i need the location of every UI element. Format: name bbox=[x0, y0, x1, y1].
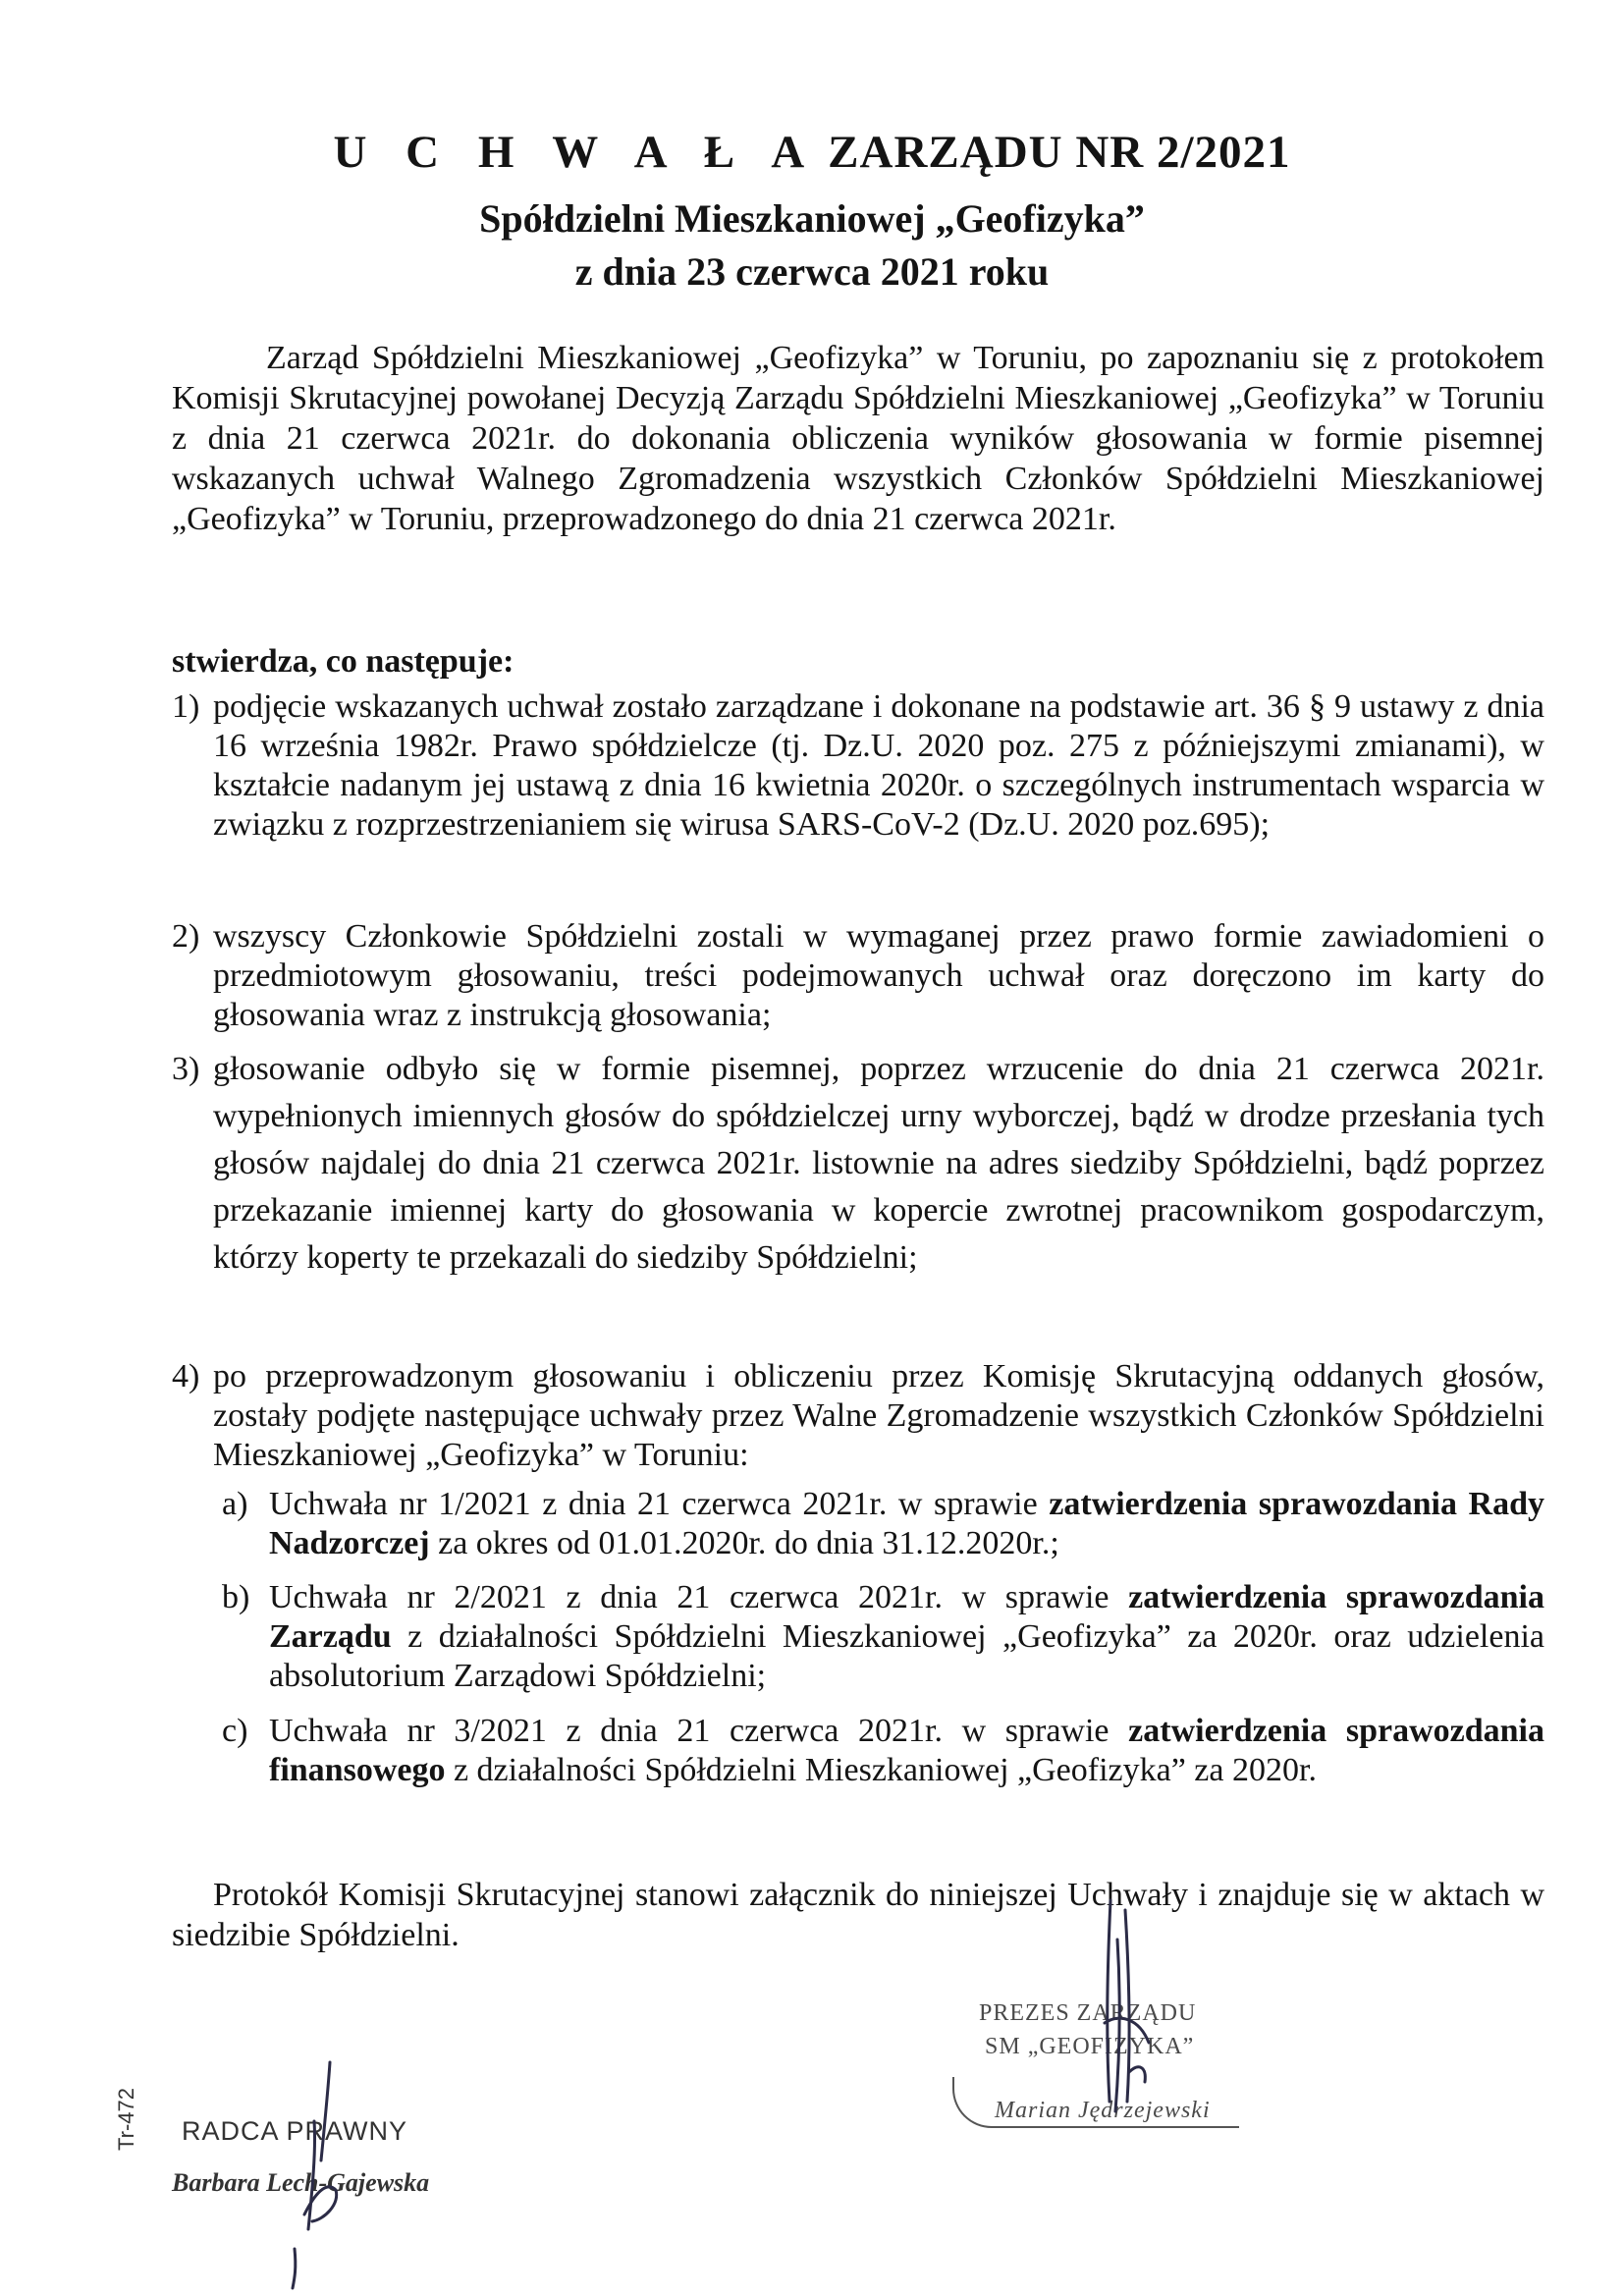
sub-item bbox=[222, 1712, 1544, 1790]
sub-item-pre: Uchwała nr 3/2021 z dnia 21 czerwca 2021r. w sprawie bbox=[269, 1713, 1129, 1749]
sub-item-post: z działalności Spółdzielni Mieszkaniowej „Geofizyka” za 2020r. oraz udzielenia absolutorium Zarządowi Spółdzielni; bbox=[269, 1618, 1544, 1694]
prezes-stamp-name: Marian Jędrzejewski bbox=[995, 2098, 1211, 2123]
list-item-number: 1) bbox=[172, 688, 200, 725]
list-item-number: 4) bbox=[172, 1358, 200, 1394]
title-word: U C H W A Ł A bbox=[333, 127, 819, 178]
closing-paragraph: Protokół Komisji Skrutacyjnej stanowi załącznik do niniejszej Uchwały i znajduje się w aktach w siedzibie Spółdzielni. bbox=[172, 1877, 1544, 1953]
prezes-stamp-org: SM „GEOFIZYKA” bbox=[985, 2034, 1195, 2059]
list-item bbox=[172, 687, 1544, 845]
sub-item-text bbox=[269, 1485, 1544, 1563]
sub-item-letter: a) bbox=[222, 1486, 248, 1522]
document-subtitle: Spółdzielni Mieszkaniowej „Geofizyka” bbox=[479, 196, 1145, 241]
sub-item-bold: zatwierdzenia sprawozdania Rady Nadzorczej bbox=[269, 1486, 1544, 1561]
radca-stamp-title: RADCA PRAWNY bbox=[182, 2116, 408, 2146]
list-item-text: głosowanie odbyło się w formie pisemnej, poprzez wrzucenie do dnia 21 czerwca 2021r. wypełnionych imiennych głosów do spółdzielczej urny wyborczej, bądź w drodze przesłania tych głosów najdalej do dnia 21 czerwca 2021r. listownie na adres siedziby Spółdzielni, bądź poprzez przekazanie imiennej karty do głosowania w kopercie zwrotnej pracownikom gospodarczym, którzy koperty te przekazali do siedziby Spółdzielni; bbox=[213, 1051, 1544, 1276]
sub-item-pre: Uchwała nr 1/2021 z dnia 21 czerwca 2021r. w sprawie bbox=[269, 1486, 1050, 1522]
sub-item bbox=[222, 1578, 1544, 1696]
list-item-text: wszyscy Członkowie Spółdzielni zostali w wymaganej przez prawo formie zawiadomieni o przedmiotowym głosowaniu, treści podejmowanych uchwał oraz doręczono im karty do głosowania wraz z instrukcją głosowania; bbox=[213, 918, 1544, 1033]
document-date: z dnia 23 czerwca 2021 roku bbox=[574, 249, 1050, 294]
list-item bbox=[172, 1046, 1544, 1282]
sub-item-pre: Uchwała nr 2/2021 z dnia 21 czerwca 2021r. w sprawie bbox=[269, 1579, 1129, 1615]
list-item-text: po przeprowadzonym głosowaniu i obliczeniu przez Komisję Skrutacyjną oddanych głosów, zostały podjęte następujące uchwały przez Walne Zgromadzenie wszystkich Członków Spółdzielni Mieszkaniowej „Geofizyka” w Toruniu: bbox=[213, 1358, 1544, 1473]
sub-item-bold: zatwierdzenia sprawozdania finansowego bbox=[269, 1713, 1544, 1788]
title-rest: ZARZĄDU NR 2/2021 bbox=[828, 127, 1291, 178]
radca-registration-number: Tr-472 bbox=[114, 2088, 138, 2151]
prezes-stamp-title: PREZES ZARZĄDU bbox=[979, 2000, 1197, 2026]
intro-paragraph: Zarząd Spółdzielni Mieszkaniowej „Geofizyka” w Toruniu, po zapoznaniu się z protokołem Komisji Skrutacyjnej powołanej Decyzją Zarządu Spółdzielni Mieszkaniowej „Geofizyka” w Toruniu z dnia 21 czerwca 2021r. do dokonania obliczenia wyników głosowania w formie pisemnej wskazanych uchwał Walnego Zgromadzenia wszystkich Członków Spółdzielni Mieszkaniowej „Geofizyka” w Toruniu, przeprowadzonego do dnia 21 czerwca 2021r. bbox=[172, 340, 1544, 537]
sub-item-text bbox=[269, 1712, 1544, 1790]
sub-item-letter: b) bbox=[222, 1579, 250, 1615]
list-item bbox=[172, 917, 1544, 1035]
list-item-number: 2) bbox=[172, 918, 200, 955]
sub-item-post: z działalności Spółdzielni Mieszkaniowej „Geofizyka” za 2020r. bbox=[445, 1752, 1317, 1788]
radca-stamp-name: Barbara Lech-Gajewska bbox=[172, 2168, 430, 2197]
sub-item bbox=[222, 1485, 1544, 1563]
lead-heading: stwierdza, co następuje: bbox=[172, 643, 514, 680]
list-item-number: 3) bbox=[172, 1051, 200, 1087]
sub-item-post: za okres od 01.01.2020r. do dnia 31.12.2020r.; bbox=[429, 1525, 1059, 1561]
list-item bbox=[172, 1357, 1544, 1475]
document-title bbox=[0, 126, 1624, 179]
list-item-text: podjęcie wskazanych uchwał zostało zarządzane i dokonane na podstawie art. 36 § 9 ustawy z dnia 16 września 1982r. Prawo spółdzielcze (tj. Dz.U. 2020 poz. 275 z późniejszymi zmianami), w kształcie nadanym jej ustawą z dnia 16 kwietnia 2020r. o szczególnych instrumentach wsparcia w związku z rozprzestrzenianiem się wirusa SARS-CoV-2 (Dz.U. 2020 poz.695); bbox=[213, 688, 1544, 843]
sub-item-letter: c) bbox=[222, 1713, 248, 1749]
sub-item-text bbox=[269, 1578, 1544, 1696]
sub-item-bold: zatwierdzenia sprawozdania Zarządu bbox=[269, 1579, 1544, 1655]
